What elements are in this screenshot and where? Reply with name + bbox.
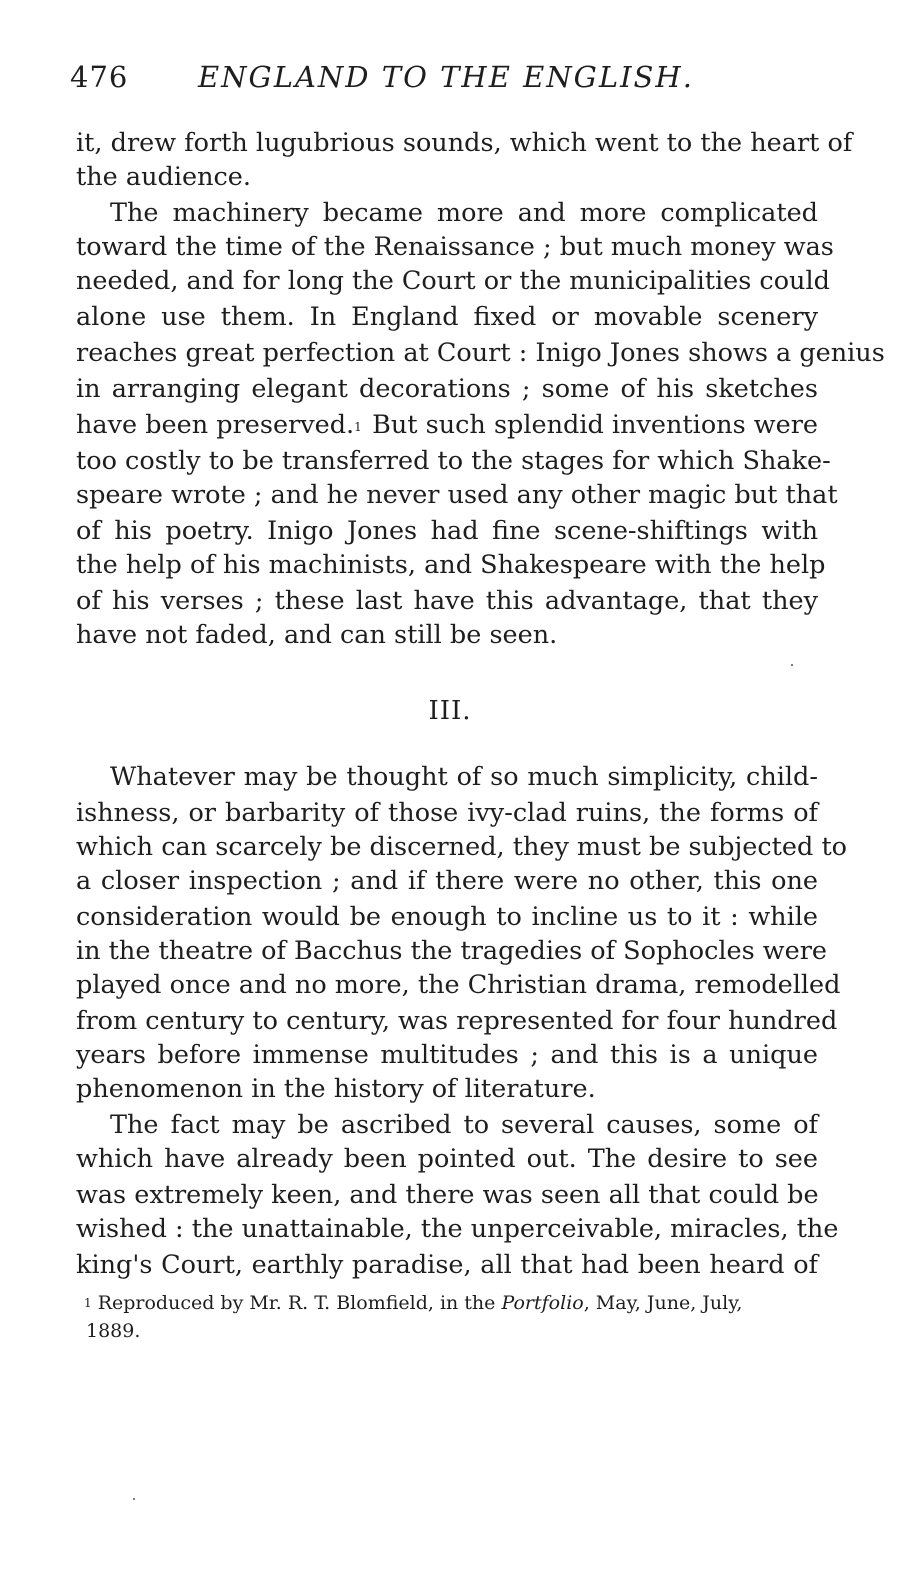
body-line: which can scarcely be discerned, they must be subjected to: [76, 832, 848, 862]
body-line-with-footnote-ref: [76, 408, 818, 442]
body-line: was extremely keen, and there was seen all that could be: [76, 1180, 819, 1210]
body-line: Whatever may be thought of so much simplicity, child-: [110, 762, 818, 792]
print-speck: [791, 664, 793, 666]
footnote-text-after: , May, June, July,: [583, 1292, 743, 1314]
body-line: played once and no more, the Christian drama, remodelled: [76, 970, 841, 1000]
body-line: alone use them. In England fixed or movable scenery: [76, 302, 818, 332]
body-line: of his verses ; these last have this advantage, that they: [76, 586, 818, 616]
body-line: the help of his machinists, and Shakespeare with the help: [76, 550, 826, 580]
body-line: from century to century, was represented for four hundred: [76, 1006, 838, 1036]
print-speck: [133, 1498, 135, 1500]
footnote-journal: Portfolio: [501, 1292, 584, 1314]
body-line: it, drew forth lugubrious sounds, which went to the heart of: [76, 128, 853, 158]
body-line: in the theatre of Bacchus the tragedies of Sophocles were: [76, 936, 828, 966]
body-line: reaches great perfection at Court : Inigo Jones shows a genius: [76, 338, 885, 368]
body-line: toward the time of the Renaissance ; but much money was: [76, 232, 834, 262]
footnote-line-2: 1889.: [86, 1320, 141, 1342]
body-line: phenomenon in the history of literature.: [76, 1074, 596, 1104]
body-line: the audience.: [76, 162, 251, 192]
body-line: ishness, or barbarity of those ivy-clad ruins, the forms of: [76, 798, 818, 828]
body-line: The machinery became more and more complicated: [110, 198, 818, 228]
body-line: wished : the unattainable, the unperceivable, miracles, the: [76, 1214, 839, 1244]
running-header: [70, 60, 830, 110]
section-heading: III.: [428, 696, 472, 726]
footnote-marker: 1: [84, 1296, 92, 1310]
body-line: have not faded, and can still be seen.: [76, 620, 558, 650]
body-line: in arranging elegant decorations ; some of his sketches: [76, 374, 818, 404]
body-line: The fact may be ascribed to several causes, some of: [110, 1110, 818, 1140]
footnote-reference[interactable]: 1: [354, 420, 362, 434]
body-line: speare wrote ; and he never used any other magic but that: [76, 480, 838, 510]
body-line: a closer inspection ; and if there were no other, this one: [76, 866, 818, 896]
body-line: needed, and for long the Court or the municipalities could: [76, 266, 830, 296]
body-text: have been preserved.: [76, 410, 355, 440]
running-title: ENGLAND TO THE ENGLISH.: [198, 60, 694, 94]
body-line: of his poetry. Inigo Jones had fine scene-shiftings with: [76, 516, 818, 546]
body-line: consideration would be enough to incline us to it : while: [76, 902, 818, 932]
footnote-text: Reproduced by Mr. R. T. Blomfield, in the: [97, 1292, 502, 1314]
body-line: years before immense multitudes ; and this is a unique: [76, 1040, 818, 1070]
page-number: 476: [70, 60, 129, 94]
footnote-line: [84, 1290, 742, 1317]
body-text: But such splendid inventions were: [372, 410, 818, 440]
footnote: [84, 1290, 818, 1317]
body-line: king's Court, earthly paradise, all that had been heard of: [76, 1250, 818, 1280]
body-line: which have already been pointed out. The desire to see: [76, 1144, 818, 1174]
body-line: too costly to be transferred to the stages for which Shake-: [76, 446, 831, 476]
body-line-segment: [76, 408, 362, 442]
